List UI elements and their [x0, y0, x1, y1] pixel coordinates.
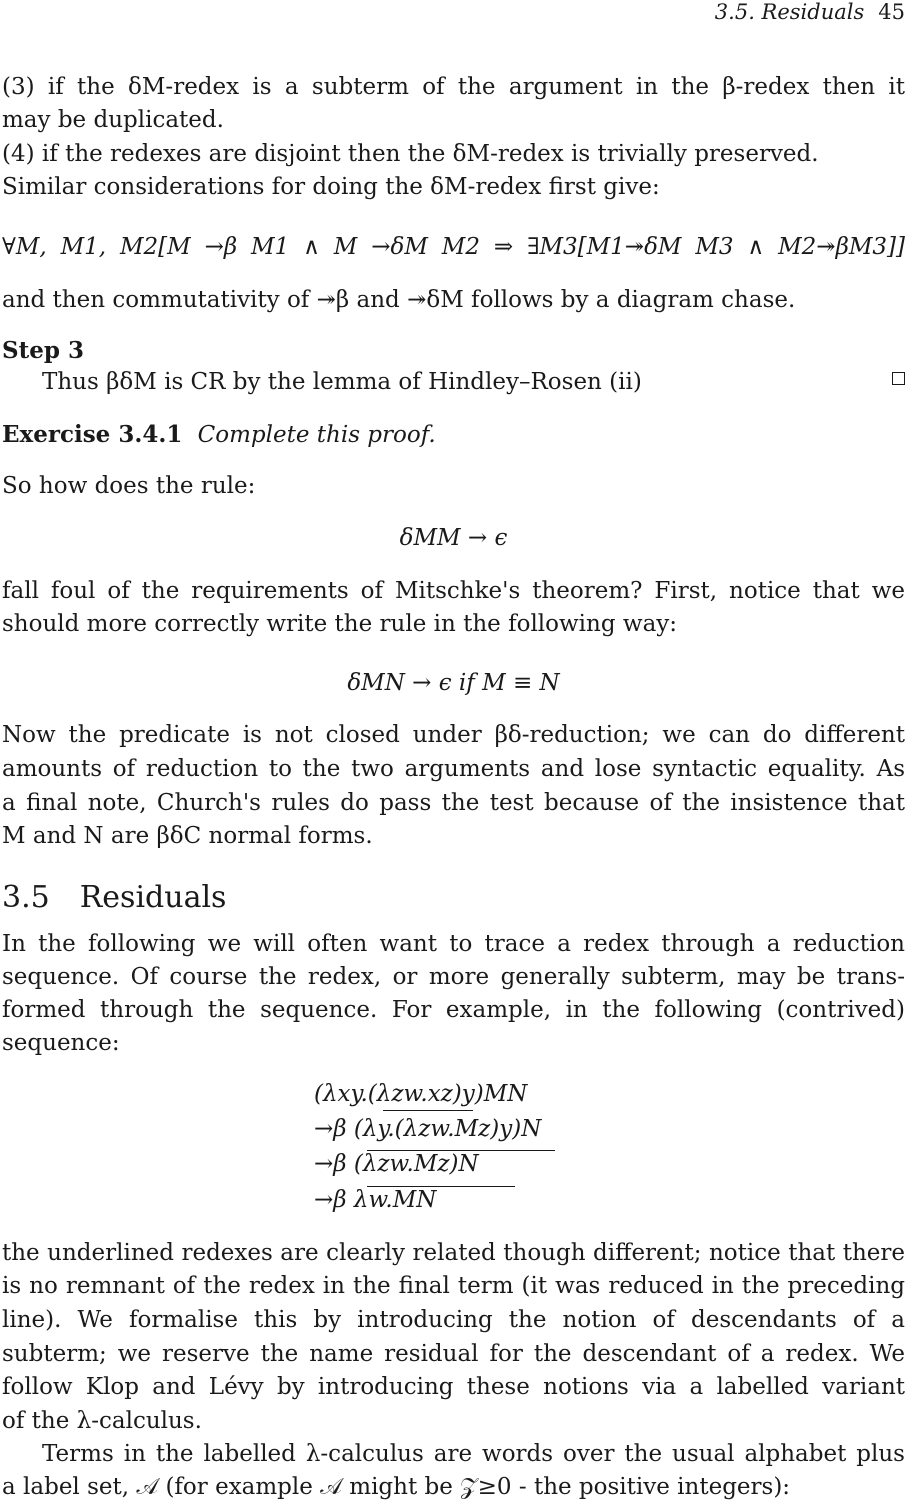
- text-line: M and N are βδC normal forms.: [2, 823, 373, 849]
- exercise: [2, 418, 436, 452]
- qed-box: [892, 372, 905, 385]
- section-title: Residuals: [79, 880, 227, 915]
- rule-display: δMM → ϵ: [399, 525, 508, 551]
- text-line: and then commutativity of ↠β and ↠δM follows by a diagram chase.: [2, 287, 796, 313]
- text-line: fall foul of the requirements of Mitschke's theorem? First, notice that we: [2, 578, 905, 604]
- text-line: sequence. Of course the redex, or more generally subterm, may be trans-: [2, 964, 905, 990]
- redex-underline: [367, 1150, 555, 1151]
- text-line: (3) if the δM-redex is a subterm of the argument in the β-redex then it: [2, 74, 905, 100]
- reduction-step: →β λw.MN: [314, 1187, 437, 1213]
- text-line: Now the predicate is not closed under βδ-reduction; we can do different: [2, 722, 905, 748]
- text-line: is no remnant of the redex in the final term (it was reduced in the preceding: [2, 1273, 905, 1299]
- text-line: follow Klop and Lévy by introducing these notions via a labelled variant: [2, 1374, 905, 1400]
- text-line: of the λ-calculus.: [2, 1408, 202, 1434]
- text-line: a label set, 𝒜 (for example 𝒜 might be 𝒵≥0 - the positive integers):: [2, 1474, 791, 1500]
- running-header: [715, 0, 905, 24]
- reduction-step: →β (λzw.Mz)N: [314, 1151, 479, 1177]
- text-line: a final note, Church's rules do pass the test because of the insistence that: [2, 790, 905, 816]
- text-line: subterm; we reserve the name residual for the descendant of a redex. We: [2, 1341, 905, 1367]
- reduction-step: →β (λy.(λzw.Mz)y)N: [314, 1116, 542, 1142]
- text-line: Terms in the labelled λ-calculus are words over the usual alphabet plus: [42, 1441, 905, 1467]
- text-line: may be duplicated.: [2, 107, 224, 133]
- running-title: 3.5. Residuals: [714, 0, 865, 24]
- exercise-label: Exercise 3.4.1: [2, 421, 183, 448]
- text-line: amounts of reduction to the two arguments and lose syntactic equality. As: [2, 756, 905, 782]
- text-line: line). We formalise this by introducing the notion of descendants of a: [2, 1307, 905, 1333]
- text-line: In the following we will often want to trace a redex through a reduction: [2, 931, 905, 957]
- reduction-step: (λxy.(λzw.xz)y)MN: [314, 1081, 528, 1107]
- step-text: Thus βδM is CR by the lemma of Hindley–Rosen (ii): [42, 369, 642, 395]
- rule-display: δMN → ϵ if M ≡ N: [347, 670, 560, 696]
- page-number: 45: [878, 0, 905, 24]
- exercise-text: Complete this proof.: [197, 422, 436, 448]
- step-label: Step 3: [2, 337, 84, 364]
- text-line: sequence:: [2, 1030, 120, 1056]
- text-line: formed through the sequence. For example, in the following (contrived): [2, 997, 905, 1023]
- formula: ∀M, M1, M2[M →β M1 ∧ M →δM M2 ⇒ ∃M3[M1↠δM M3 ∧ M2↠βM3]]: [2, 234, 905, 260]
- section-number: 3.5: [2, 880, 50, 915]
- text-line: (4) if the redexes are disjoint then the δM-redex is trivially preserved.: [2, 141, 819, 167]
- text-line: the underlined redexes are clearly related though different; notice that there: [2, 1240, 905, 1266]
- text-line: should more correctly write the rule in the following way:: [2, 611, 678, 637]
- section-heading: [2, 880, 226, 915]
- redex-underline: [367, 1186, 515, 1187]
- text-line: Similar considerations for doing the δM-redex first give:: [2, 174, 660, 200]
- text-line: So how does the rule:: [2, 473, 256, 499]
- redex-underline: [383, 1110, 473, 1111]
